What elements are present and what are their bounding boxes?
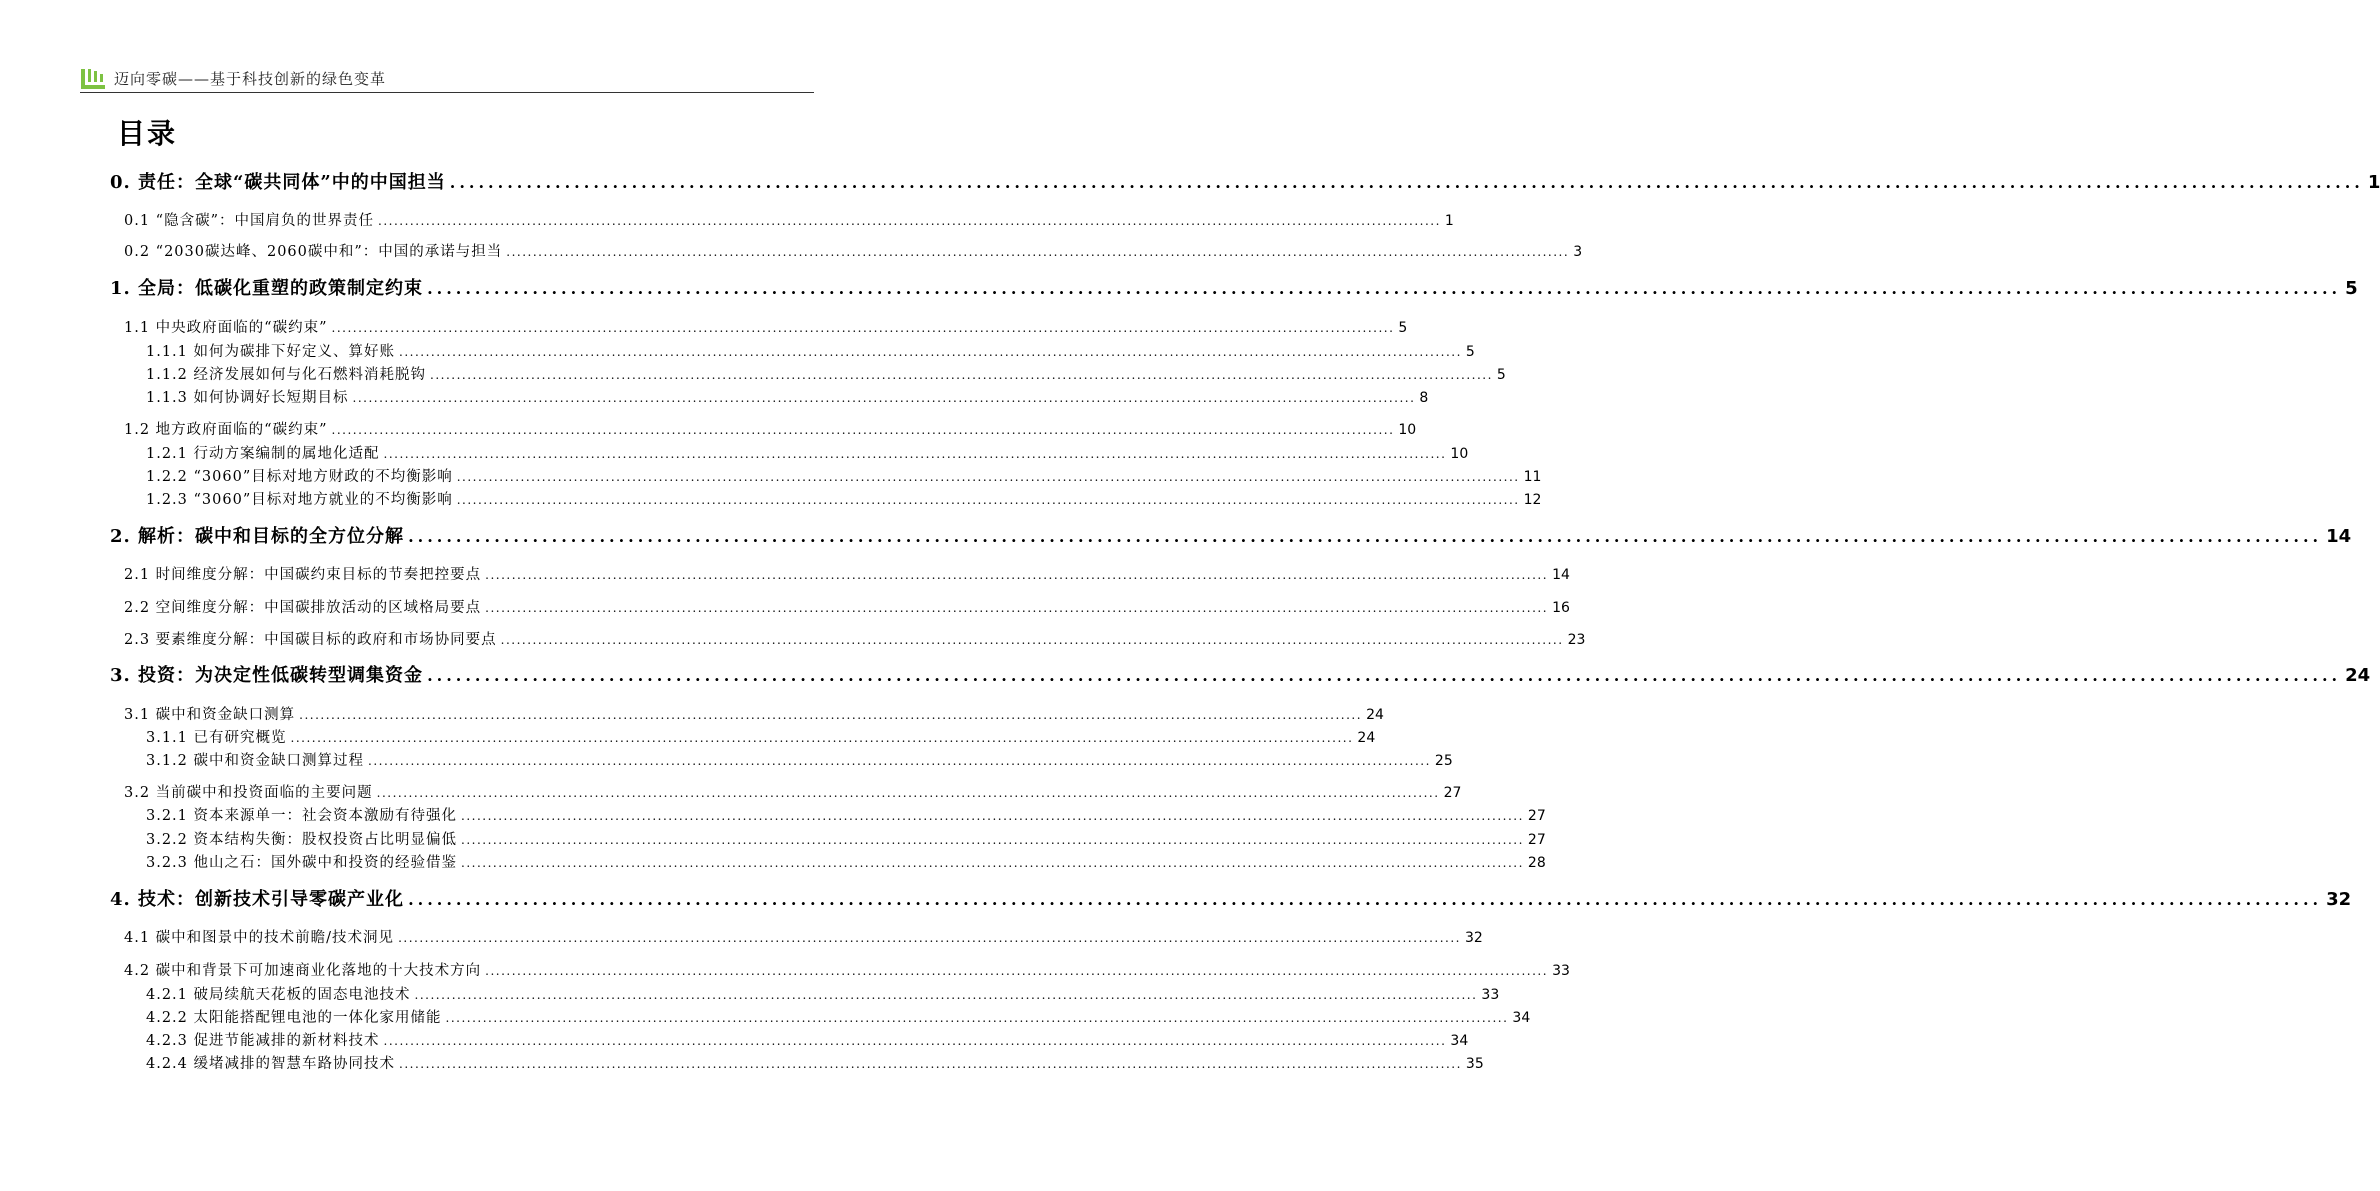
toc-entry-label: 4.2.2 太阳能搭配锂电池的一体化家用储能 — [146, 1010, 442, 1026]
toc-dot-leader: ........................................................................................................................................................................................................ — [485, 568, 1549, 582]
toc-section-entry[interactable] — [124, 596, 1570, 617]
toc-entry-page: 1 — [1444, 213, 1454, 229]
toc-entry-page: 24 — [2345, 665, 2371, 686]
toc-section-entry[interactable] — [146, 1006, 1531, 1027]
toc-entry-page: 33 — [1552, 963, 1570, 979]
toc-dot-leader: ........................................................................................................................................................................................................ — [331, 321, 1395, 335]
toc-dot-leader: ........................................................................................................................................................................................................ — [290, 731, 1354, 745]
toc-entry-page: 14 — [2326, 526, 2352, 547]
toc-entry-label: 4.1 碳中和图景中的技术前瞻/技术洞见 — [124, 930, 395, 946]
toc-entry-page: 5 — [1496, 367, 1506, 383]
toc-entry-label: 3.1.2 碳中和资金缺口测算过程 — [146, 753, 365, 769]
toc-section-entry[interactable] — [124, 209, 1454, 230]
toc-entry-page: 11 — [1523, 469, 1542, 485]
toc-dot-leader: ........................................................................................................................................................................................................ — [427, 666, 2342, 685]
toc-entry-label: 1.1.2 经济发展如何与化石燃料消耗脱钩 — [146, 367, 427, 383]
toc-entry-label: 1.2.1 行动方案编制的属地化适配 — [146, 446, 380, 462]
toc-dot-leader: ........................................................................................................................................................................................................ — [456, 470, 1520, 484]
toc-dot-leader: ........................................................................................................................................................................................................ — [408, 890, 2323, 909]
toc-entry-page: 1 — [2367, 172, 2380, 193]
toc-section-entry[interactable] — [124, 926, 1483, 947]
toc-section-entry[interactable] — [146, 363, 1506, 384]
toc-dot-leader: ........................................................................................................................................................................................................ — [383, 447, 1447, 461]
toc-dot-leader: ........................................................................................................................................................................................................ — [506, 245, 1570, 259]
toc-entry-page: 5 — [1465, 344, 1475, 360]
toc-dot-leader: ........................................................................................................................................................................................................ — [368, 754, 1431, 768]
toc-entry-page: 10 — [1398, 422, 1417, 438]
toc-entry-page: 32 — [1464, 930, 1483, 946]
header-divider — [80, 92, 814, 93]
toc-section-entry[interactable] — [146, 1029, 1469, 1050]
toc-title: 目录 — [117, 117, 178, 150]
toc-entry-label: 3.1 碳中和资金缺口测算 — [124, 707, 296, 723]
toc-entry-page: 3 — [1573, 244, 1583, 260]
toc-entry-label: 1. 全局：低碳化重塑的政策制定约束 — [110, 278, 424, 299]
toc-section-entry[interactable] — [124, 418, 1417, 439]
toc-dot-leader: ........................................................................................................................................................................................................ — [461, 809, 1524, 823]
toc-chapter-entry[interactable] — [110, 274, 2358, 300]
toc-entry-page: 12 — [1523, 492, 1542, 508]
toc-entry-page: 34 — [1512, 1010, 1531, 1026]
toc-entry-page: 35 — [1465, 1056, 1484, 1072]
toc-entry-label: 1.1.3 如何协调好长短期目标 — [146, 390, 349, 406]
toc-dot-leader: ........................................................................................................................................................................................................ — [408, 527, 2323, 546]
toc-entry-label: 2. 解析：碳中和目标的全方位分解 — [110, 526, 405, 547]
toc-entry-label: 2.2 空间维度分解：中国碳排放活动的区域格局要点 — [124, 600, 482, 616]
toc-dot-leader: ........................................................................................................................................................................................................ — [399, 345, 1462, 359]
toc-entry-label: 1.2.2 “3060”目标对地方财政的不均衡影响 — [146, 469, 453, 485]
toc-entry-label: 1.2 地方政府面临的“碳约束” — [124, 422, 328, 438]
toc-dot-leader: ........................................................................................................................................................................................................ — [445, 1011, 1509, 1025]
toc-dot-leader: ........................................................................................................................................................................................................ — [485, 601, 1549, 615]
toc-entry-label: 1.2.3 “3060”目标对地方就业的不均衡影响 — [146, 492, 453, 508]
toc-section-entry[interactable] — [146, 465, 1542, 486]
toc-entry-label: 3. 投资：为决定性低碳转型调集资金 — [110, 665, 424, 686]
toc-entry-label: 4.2 碳中和背景下可加速商业化落地的十大技术方向 — [124, 963, 482, 979]
toc-section-entry[interactable] — [146, 340, 1475, 361]
toc-entry-page: 5 — [1398, 320, 1408, 336]
toc-section-entry[interactable] — [124, 563, 1570, 584]
toc-entry-page: 8 — [1419, 390, 1429, 406]
toc-entry-label: 4. 技术：创新技术引导零碳产业化 — [110, 889, 405, 910]
toc-dot-leader: ........................................................................................................................................................................................................ — [461, 856, 1524, 870]
toc-section-entry[interactable] — [146, 488, 1542, 509]
toc-section-entry[interactable] — [124, 316, 1408, 337]
toc-section-entry[interactable] — [146, 804, 1546, 825]
toc-dot-leader: ........................................................................................................................................................................................................ — [299, 708, 1363, 722]
toc-entry-label: 3.2.2 资本结构失衡：股权投资占比明显偏低 — [146, 832, 458, 848]
toc-dot-leader: ........................................................................................................................................................................................................ — [398, 931, 1461, 945]
toc-chapter-entry[interactable] — [110, 661, 2371, 687]
toc-entry-page: 32 — [2326, 889, 2352, 910]
toc-entry-label: 3.2 当前碳中和投资面临的主要问题 — [124, 785, 373, 801]
toc-dot-leader: ........................................................................................................................................................................................................ — [427, 279, 2342, 298]
toc-entry-label: 0. 责任：全球“碳共同体”中的中国担当 — [110, 172, 446, 193]
toc-entry-label: 1.1 中央政府面临的“碳约束” — [124, 320, 328, 336]
toc-entry-label: 0.1 “隐含碳”：中国肩负的世界责任 — [124, 213, 374, 229]
toc-dot-leader: ........................................................................................................................................................................................................ — [485, 964, 1549, 978]
toc-entry-label: 2.1 时间维度分解：中国碳约束目标的节奏把控要点 — [124, 567, 482, 583]
toc-section-entry[interactable] — [146, 726, 1376, 747]
page-header — [80, 64, 814, 94]
toc-dot-leader: ........................................................................................................................................................................................................ — [383, 1034, 1447, 1048]
toc-entry-page: 24 — [1357, 730, 1376, 746]
toc-entry-label: 3.2.1 资本来源单一：社会资本激励有待强化 — [146, 808, 458, 824]
toc-dot-leader: ........................................................................................................................................................................................................ — [399, 1057, 1462, 1071]
toc-entry-label: 4.2.3 促进节能减排的新材料技术 — [146, 1033, 380, 1049]
toc-dot-leader: ........................................................................................................................................................................................................ — [500, 633, 1564, 647]
toc-entry-label: 0.2 “2030碳达峰、2060碳中和”：中国的承诺与担当 — [124, 244, 503, 260]
toc-dot-leader: ........................................................................................................................................................................................................ — [352, 391, 1416, 405]
toc-entry-page: 5 — [2345, 278, 2358, 299]
toc-dot-leader: ........................................................................................................................................................................................................ — [456, 493, 1520, 507]
logo-icon — [80, 68, 106, 90]
toc-entry-label: 1.1.1 如何为碳排下好定义、算好账 — [146, 344, 396, 360]
toc-entry-page: 27 — [1527, 832, 1546, 848]
toc-section-entry[interactable] — [124, 240, 1583, 261]
toc-entry-page: 27 — [1443, 785, 1462, 801]
toc-section-entry[interactable] — [124, 703, 1384, 724]
toc-entry-page: 16 — [1552, 600, 1570, 616]
toc-dot-leader: ........................................................................................................................................................................................................ — [461, 833, 1524, 847]
toc-section-entry[interactable] — [124, 628, 1586, 649]
toc-entry-label: 3.2.3 他山之石：国外碳中和投资的经验借鉴 — [146, 855, 458, 871]
toc-entry-label: 2.3 要素维度分解：中国碳目标的政府和市场协同要点 — [124, 632, 497, 648]
toc-dot-leader: ........................................................................................................................................................................................................ — [414, 988, 1478, 1002]
toc-dot-leader: ........................................................................................................................................................................................................ — [430, 368, 1493, 382]
toc-entry-label: 3.1.1 已有研究概览 — [146, 730, 287, 746]
toc-entry-page: 10 — [1450, 446, 1469, 462]
toc-section-entry[interactable] — [146, 983, 1500, 1004]
toc-section-entry[interactable] — [146, 386, 1429, 407]
toc-entry-page: 23 — [1567, 632, 1586, 648]
toc-entry-page: 14 — [1552, 567, 1570, 583]
toc-chapter-entry[interactable] — [110, 168, 2380, 194]
toc-entry-page: 24 — [1366, 707, 1384, 723]
toc-section-entry[interactable] — [124, 959, 1570, 980]
header-title: 迈向零碳——基于科技创新的绿色变革 — [114, 70, 387, 88]
toc-dot-leader: ........................................................................................................................................................................................................ — [378, 214, 1441, 228]
toc-section-entry[interactable] — [124, 781, 1462, 802]
toc-section-entry[interactable] — [146, 1052, 1484, 1073]
toc-section-entry[interactable] — [146, 442, 1469, 463]
toc-section-entry[interactable] — [146, 851, 1546, 872]
toc-dot-leader: ........................................................................................................................................................................................................ — [376, 786, 1440, 800]
toc-entry-page: 25 — [1434, 753, 1453, 769]
toc-dot-leader: ........................................................................................................................................................................................................ — [331, 423, 1395, 437]
toc-entry-page: 27 — [1527, 808, 1546, 824]
toc-dot-leader: ........................................................................................................................................................................................................ — [449, 173, 2364, 192]
toc-entry-page: 33 — [1481, 987, 1500, 1003]
toc-chapter-entry[interactable] — [110, 522, 2352, 548]
toc-section-entry[interactable] — [146, 828, 1546, 849]
toc-chapter-entry[interactable] — [110, 885, 2352, 911]
toc-entry-page: 28 — [1527, 855, 1546, 871]
toc-entry-page: 34 — [1450, 1033, 1469, 1049]
toc-section-entry[interactable] — [146, 749, 1453, 770]
toc-entry-label: 4.2.4 缓堵减排的智慧车路协同技术 — [146, 1056, 396, 1072]
toc-entry-label: 4.2.1 破局续航天花板的固态电池技术 — [146, 987, 411, 1003]
